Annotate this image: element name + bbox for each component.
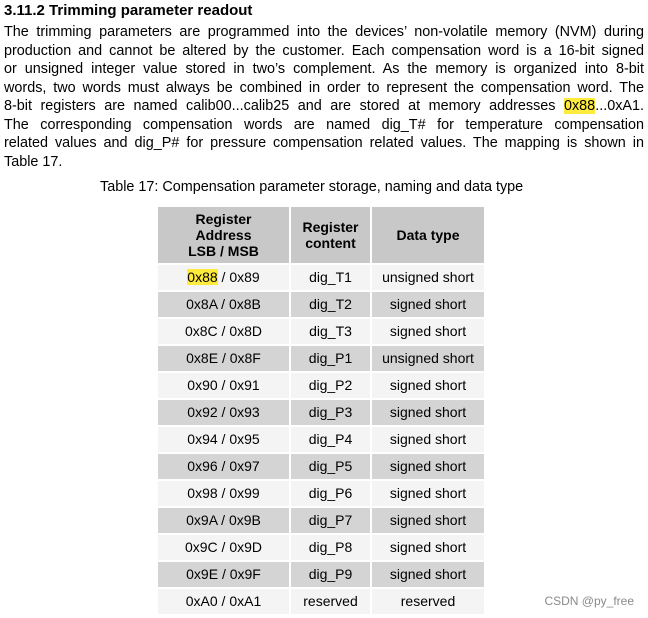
- cell-content: dig_P8: [291, 535, 370, 560]
- header-register-address: [158, 207, 289, 263]
- cell-type: signed short: [372, 292, 484, 317]
- cell-content: reserved: [291, 589, 370, 614]
- cell-address: 0x8A / 0x8B: [158, 292, 289, 317]
- cell-content: dig_P6: [291, 481, 370, 506]
- cell-address: 0x9E / 0x9F: [158, 562, 289, 587]
- cell-type: signed short: [372, 454, 484, 479]
- table-header-row: [158, 207, 484, 263]
- cell-address: 0x9A / 0x9B: [158, 508, 289, 533]
- cell-content: dig_P1: [291, 346, 370, 371]
- header-content-line1: Register: [302, 219, 359, 235]
- paragraph-line: [4, 97, 644, 116]
- cell-content: dig_T1: [291, 265, 370, 290]
- cell-content: dig_P5: [291, 454, 370, 479]
- table-row: [158, 292, 484, 317]
- table-row: [158, 373, 484, 398]
- cell-address: 0xA0 / 0xA1: [158, 589, 289, 614]
- header-address-line3: LSB / MSB: [188, 243, 259, 259]
- cell-address: 0x96 / 0x97: [158, 454, 289, 479]
- cell-address: 0x98 / 0x99: [158, 481, 289, 506]
- cell-address: 0x94 / 0x95: [158, 427, 289, 452]
- table-row: [158, 346, 484, 371]
- table-row: [158, 265, 484, 290]
- header-register-content: [291, 207, 370, 263]
- cell-type: unsigned short: [372, 346, 484, 371]
- table-row: [158, 454, 484, 479]
- table-row: [158, 427, 484, 452]
- paragraph-line: Table 17.: [4, 153, 63, 170]
- cell-type: signed short: [372, 400, 484, 425]
- cell-type: signed short: [372, 427, 484, 452]
- highlighted-address: 0x88: [187, 269, 218, 285]
- highlighted-address: 0x88: [563, 98, 596, 114]
- paragraph-line: production and cannot be altered by the customer. Each compensation word is a 16-bit signed: [4, 42, 644, 59]
- cell-content: dig_P2: [291, 373, 370, 398]
- paragraph-line: The trimming parameters are programmed into the devices’ non-volatile memory (NVM) during: [4, 24, 644, 40]
- cell-type: reserved: [372, 589, 484, 614]
- watermark: CSDN @py_free: [544, 594, 634, 608]
- paragraph-text: 8-bit registers are named calib00...calib25 and are stored at memory addresses: [4, 98, 564, 114]
- paragraph-line: related values and dig_P# for pressure compensation related values. The mapping is shown in: [4, 135, 644, 151]
- cell-type: signed short: [372, 535, 484, 560]
- table-caption: Table 17: Compensation parameter storage, naming and data type: [100, 179, 524, 195]
- table-row: [158, 562, 484, 587]
- cell-content: dig_P3: [291, 400, 370, 425]
- cell-type: signed short: [372, 319, 484, 344]
- cell-type: signed short: [372, 508, 484, 533]
- cell-content: dig_T2: [291, 292, 370, 317]
- cell-address: 0x8C / 0x8D: [158, 319, 289, 344]
- table-row: [158, 589, 484, 614]
- cell-address: 0x9C / 0x9D: [158, 535, 289, 560]
- cell-content: dig_P9: [291, 562, 370, 587]
- cell-type: unsigned short: [372, 265, 484, 290]
- paragraph-line: The corresponding compensation words are named dig_T# for temperature compensation: [4, 116, 644, 133]
- cell-address: [158, 265, 289, 290]
- paragraph-line: or unsigned integer value stored in two’s complement. As the memory is organized into 8-bit: [4, 61, 644, 77]
- header-data-type: Data type: [372, 207, 484, 263]
- cell-type: signed short: [372, 373, 484, 398]
- cell-address: 0x8E / 0x8F: [158, 346, 289, 371]
- table-row: [158, 481, 484, 506]
- cell-content: dig_P4: [291, 427, 370, 452]
- header-address-line2: Address: [195, 227, 252, 243]
- table-row: [158, 508, 484, 533]
- cell-content: dig_P7: [291, 508, 370, 533]
- header-content-line2: content: [305, 235, 356, 251]
- table-row: [158, 319, 484, 344]
- cell-type: signed short: [372, 562, 484, 587]
- compensation-table: [156, 205, 486, 616]
- table-row: [158, 535, 484, 560]
- section-heading: 3.11.2 Trimming parameter readout: [4, 2, 253, 19]
- cell-address: 0x92 / 0x93: [158, 400, 289, 425]
- table-row: [158, 400, 484, 425]
- paragraph-line: words, two words must always be combined in order to represent the compensation word. The: [4, 79, 644, 96]
- paragraph-text: ...0xA1.: [595, 98, 644, 114]
- header-address-line1: Register: [195, 211, 252, 227]
- cell-content: dig_T3: [291, 319, 370, 344]
- cell-type: signed short: [372, 481, 484, 506]
- address-rest: / 0x89: [217, 269, 260, 285]
- cell-address: 0x90 / 0x91: [158, 373, 289, 398]
